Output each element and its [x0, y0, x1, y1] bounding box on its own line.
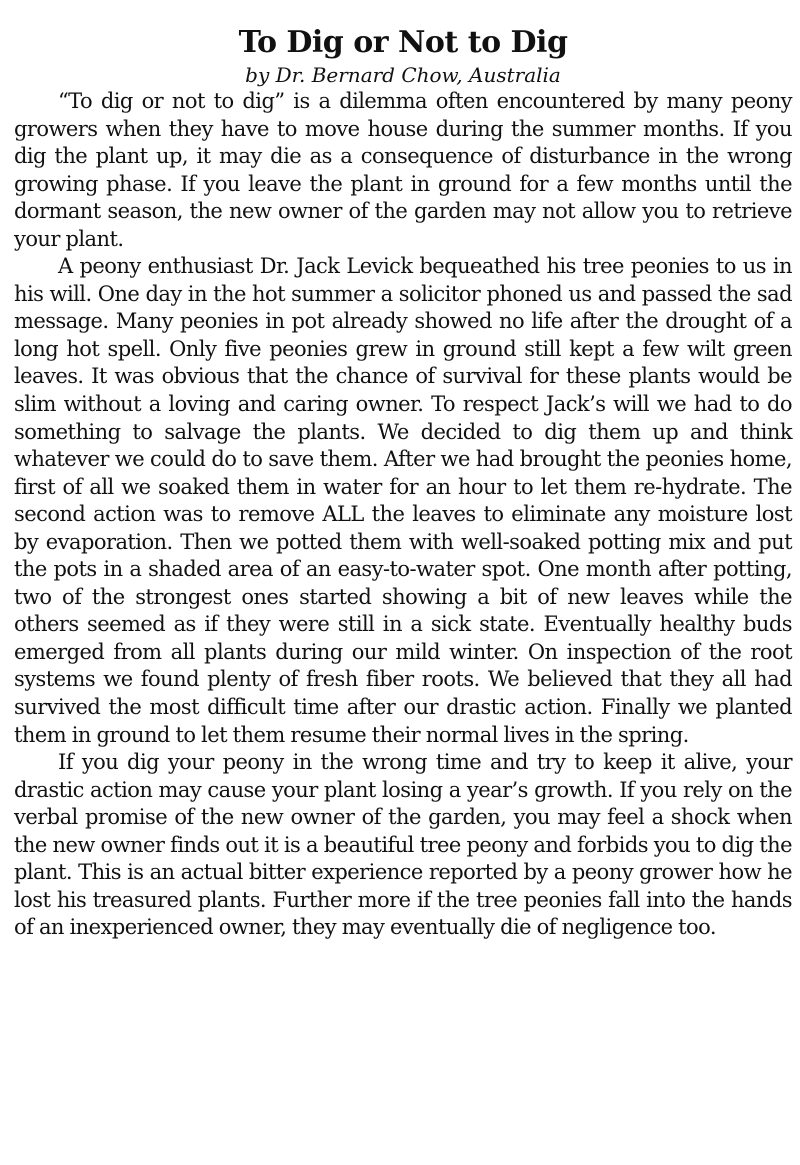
article-byline: by Dr. Bernard Chow, Australia	[245, 63, 561, 87]
paragraph-2: A peony enthusiast Dr. Jack Levick bequeathed his tree peonies to us in his will. One day in the hot summer a solicitor phoned us and passed the sad message. Many peonies in pot already showed no life after the drought of a long hot spell. Only five peonies grew in ground still kept a few wilt green leaves. It was obvious that the chance of survival for these plants would be slim without a loving and caring owner. To respect Jack’s will we had to do something to salvage the plants. We decided to dig them up and think whatever we could do to save them. After we had brought the peonies home, first of all we soaked them in water for an hour to let them re-hydrate. The second action was to remove ALL the leaves to eliminate any moisture lost by evaporation. Then we potted them with well-soaked potting mix and put the pots in a shaded area of an easy-to-water spot. One month after potting, two of the strongest ones started showing a bit of new leaves while the others seemed as if they were still in a sick state. Eventually healthy buds emerged from all plants during our mild winter. On inspection of the root systems we found plenty of fresh fiber roots. We believed that they all had survived the most difficult time after our drastic action. Finally we planted them in ground to let them resume their normal lives in the spring.	[14, 254, 792, 747]
paragraph-1: “To dig or not to dig” is a dilemma often encountered by many peony growers when they have to move house during the summer months. If you dig the plant up, it may die as a consequence of disturbance in the wrong growing phase. If you leave the plant in ground for a few months until the dormant season, the new owner of the garden may not allow you to retrieve your plant.	[14, 89, 792, 251]
article	[14, 24, 792, 942]
article-title: To Dig or Not to Dig	[238, 25, 568, 60]
paragraph-3: If you dig your peony in the wrong time and try to keep it alive, your drastic action may cause your plant losing a year’s growth. If you rely on the verbal promise of the new owner of the garden, you may feel a shock when the new owner finds out it is a beautiful tree peony and forbids you to dig the plant. This is an actual bitter experience reported by a peony grower how he lost his treasured plants. Further more if the tree peonies fall into the hands of an inexperienced owner, they may eventually die of negligence too.	[14, 750, 792, 940]
